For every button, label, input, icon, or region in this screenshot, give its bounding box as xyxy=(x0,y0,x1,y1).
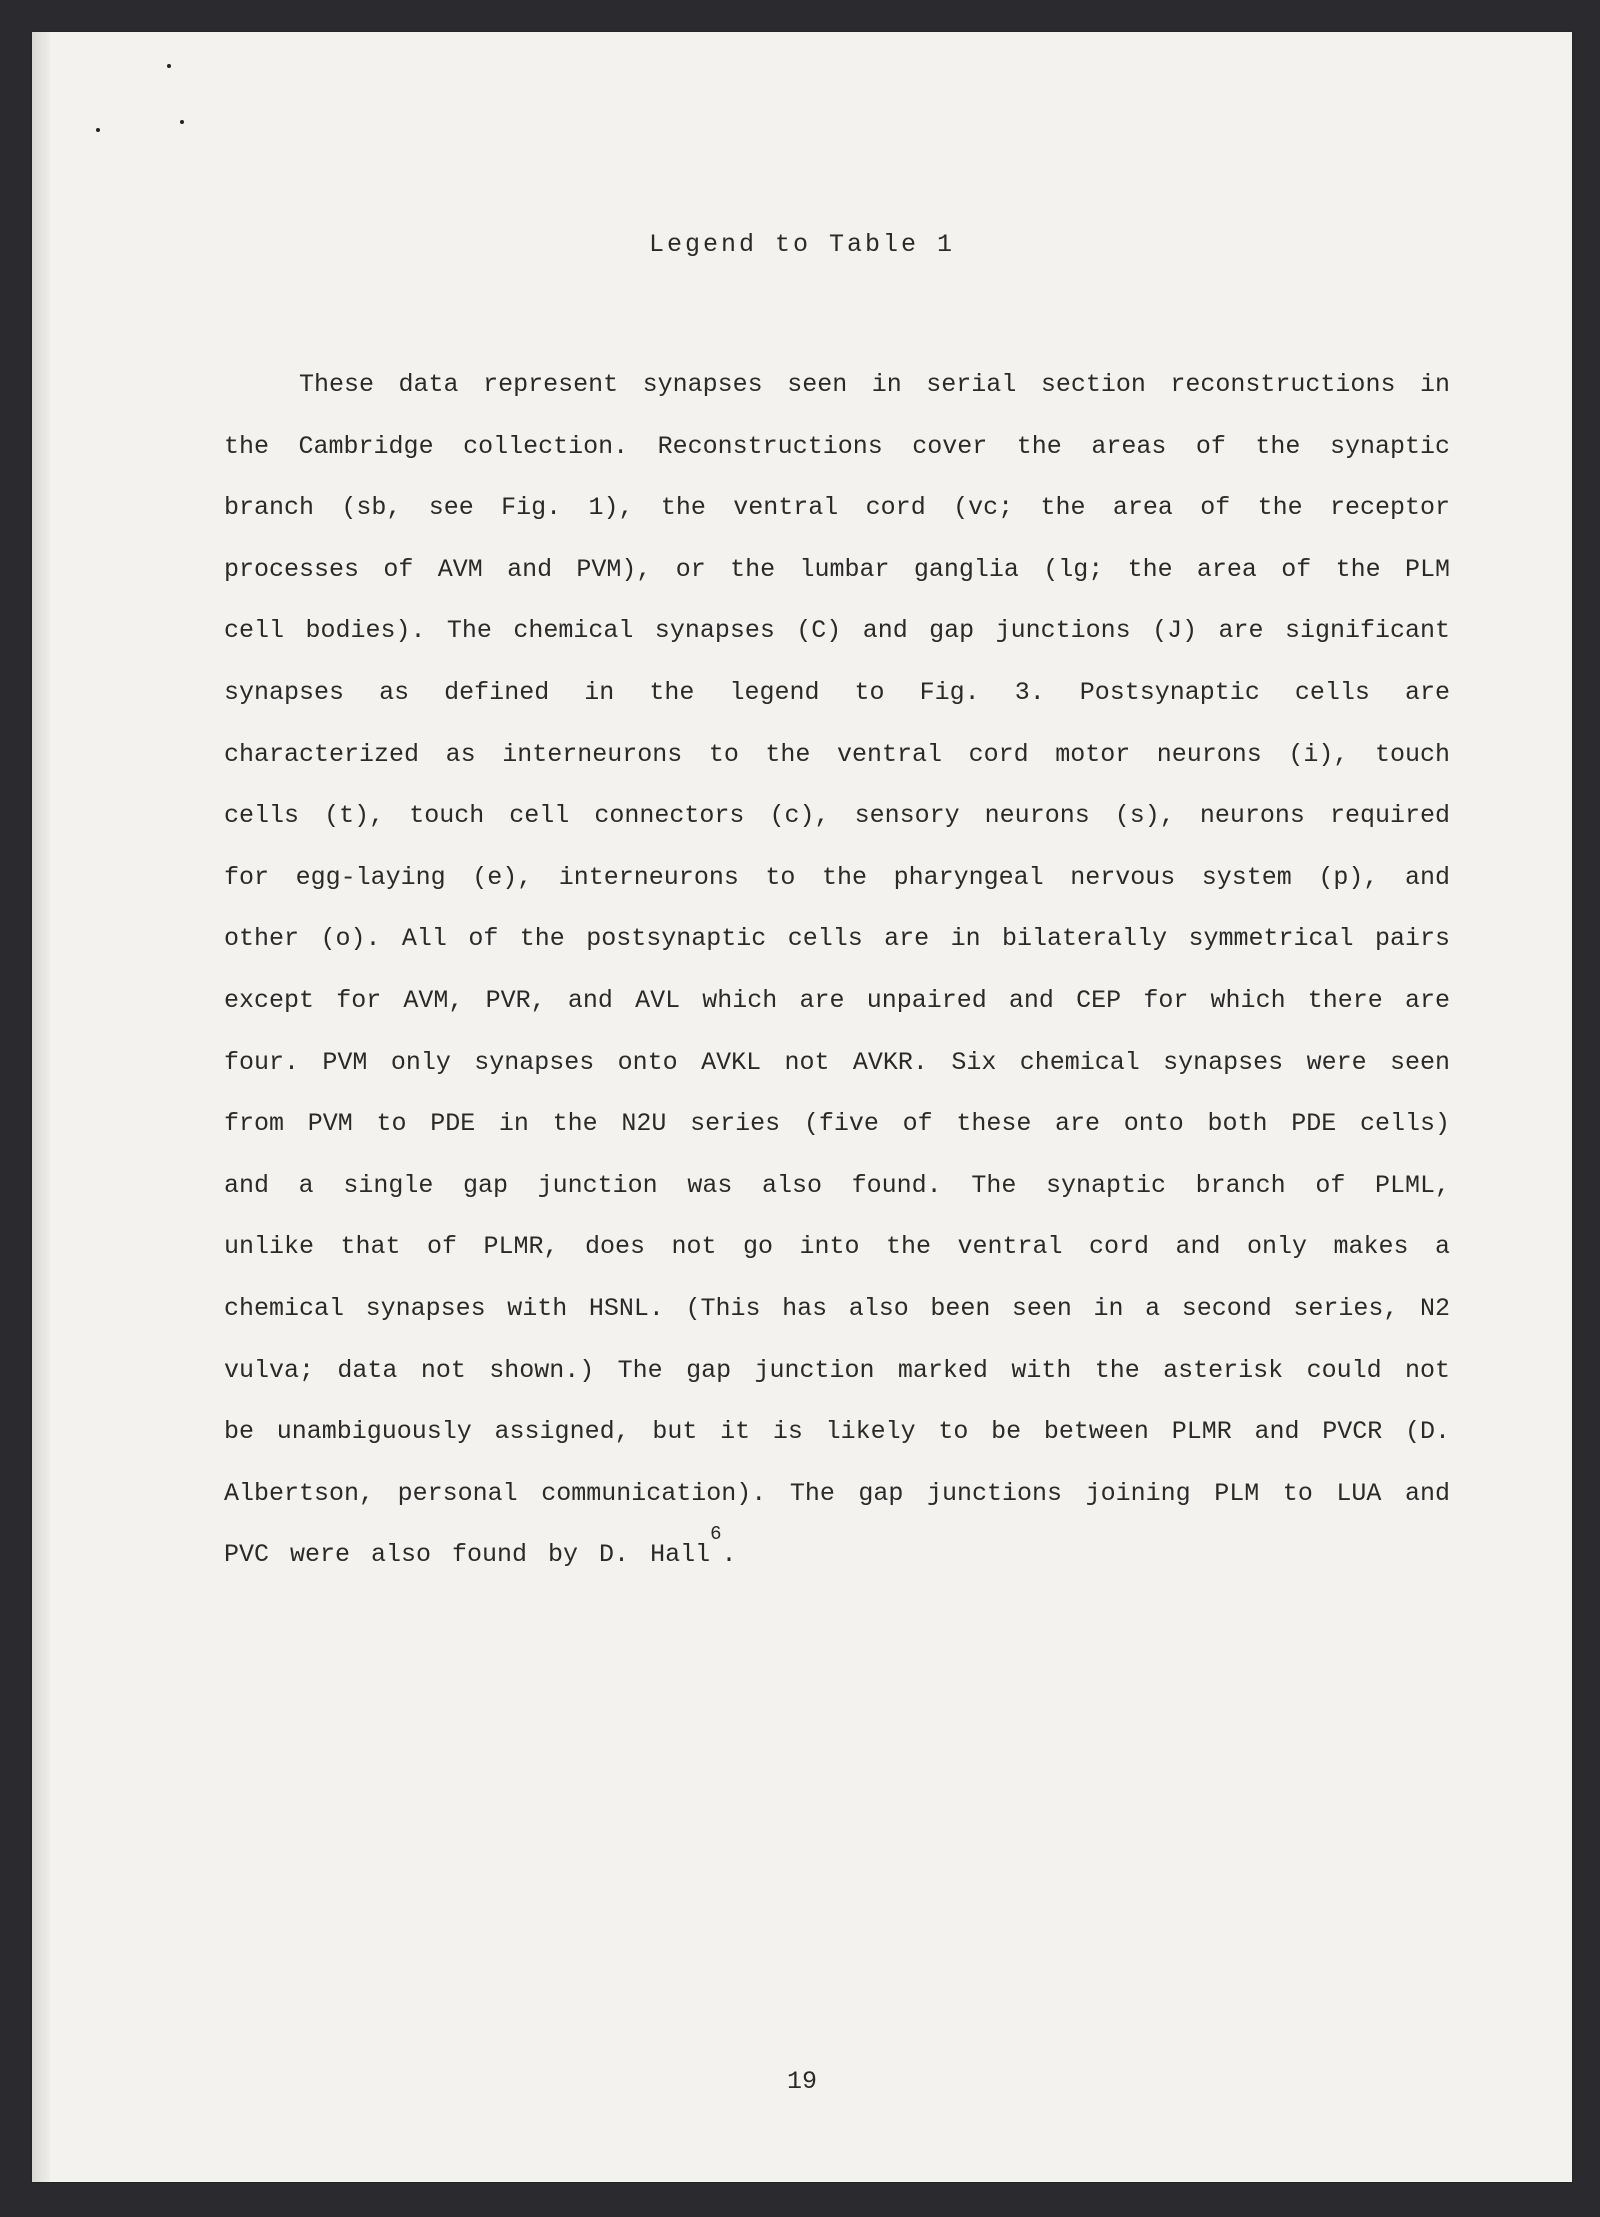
footnote-reference: 6 xyxy=(710,1523,722,1546)
punch-mark xyxy=(180,120,184,124)
document-page xyxy=(32,32,1572,2182)
legend-body-closing: . xyxy=(721,1540,737,1570)
page-edge xyxy=(32,32,50,2182)
punch-mark xyxy=(96,128,100,132)
page-number: 19 xyxy=(786,2067,817,2096)
legend-body xyxy=(224,354,1450,1586)
legend-title: Legend to Table 1 xyxy=(648,230,956,259)
punch-mark xyxy=(167,64,171,68)
legend-body-text: These data represent synapses seen in serial section reconstructions in the Cambridge collection. Reconstructions cover the areas of the synaptic branch (sb, see Fig. 1), the ventral cord (vc; the area of the receptor processes of AVM and PVM), or the lumbar ganglia (lg; the area of the PLM cell bodies). The chemical synapses (C) and gap junctions (J) are significant synapses as defined in the legend to Fig. 3. Postsynaptic cells are characterized as interneurons to the ventral cord motor neurons (i), touch cells (t), touch cell connectors (c), sensory neurons (s), neurons required for egg-laying (e), interneurons to the pharyngeal nervous system (p), and other (o). All of the postsynaptic cells are in bilaterally symmetrical pairs except for AVM, PVR, and AVL which are unpaired and CEP for which there are four. PVM only synapses onto AVKL not AVKR. Six chemical synapses were seen from PVM to PDE in the N2U series (five of these are onto both PDE cells) and a single gap junction was also found. The synaptic branch of PLML, unlike that of PLMR, does not go into the ventral cord and only makes a chemical synapses with HSNL. (This has also been seen in a second series, N2 vulva; data not shown.) The gap junction marked with the asterisk could not be unambiguously assigned, but it is likely to be between PLMR and PVCR (D. Albertson, personal communication). The gap junctions joining PLM to LUA and PVC were also found by D. Hall xyxy=(224,370,1450,1570)
